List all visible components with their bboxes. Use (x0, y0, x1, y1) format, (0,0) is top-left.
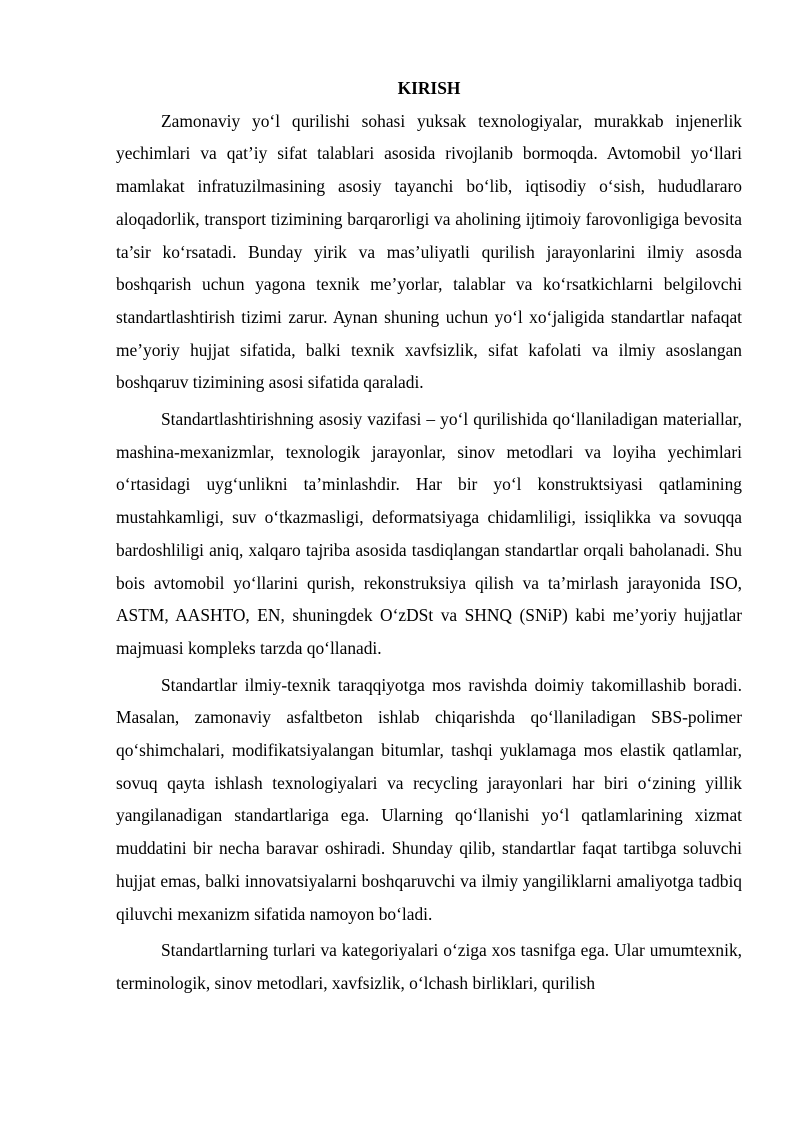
paragraph-1: Zamonaviy yo‘l qurilishi sohasi yuksak texnologiyalar, murakkab injenerlik yechimlari va qat’iy sifat talablari asosida rivojlanib bormoqda. Avtomobil yo‘llari mamlakat infratuzilmasining asosiy tayanchi bo‘lib, iqtisodiy o‘sish, hududlararo aloqadorlik, transport tizimining barqarorligi va aholining ijtimoiy farovonligiga bevosita ta’sir ko‘rsatadi. Bunday yirik va mas’uliyatli qurilish jarayonlarini ilmiy asosda boshqarish uchun yagona texnik me’yorlar, talablar va ko‘rsatkichlarni belgilovchi standartlashtirish tizimi zarur. Aynan shuning uchun yo‘l xo‘jaligida standartlar nafaqat me’yoriy hujjat sifatida, balki texnik xavfsizlik, sifat kafolati va ilmiy asoslangan boshqaruv tizimining asosi sifatida qaraladi. (116, 110, 742, 393)
paragraph-3: Standartlar ilmiy-texnik taraqqiyotga mos ravishda doimiy takomillashib boradi. Masalan, zamonaviy asfaltbeton ishlab chiqarishda qo‘llaniladigan SBS-polimer qo‘shimchalari, modifikatsiyalangan bitumlar, tashqi yuklamaga mos elastik qatlamlar, sovuq qayta ishlash texnologiyalari va recycling jarayonlari har biri o‘zining yillik yangilanadigan standartlariga ega. Ularning qo‘llanishi yo‘l qatlamlarining xizmat muddatini bir necha baravar oshiradi. Shunday qilib, standartlar faqat tartibga soluvchi hujjat emas, balki innovatsiyalarni boshqaruvchi va ilmiy yangiliklarni amaliyotga tadbiq qiluvchi mexanizm sifatida namoyon bo‘ladi. (116, 674, 742, 924)
paragraph-2: Standartlashtirishning asosiy vazifasi – yo‘l qurilishida qo‘llaniladigan materiallar, mashina-mexanizmlar, texnologik jarayonlar, sinov metodlari va loyiha yechimlari o‘rtasidagi uyg‘unlikni ta’minlashdir. Har bir yo‘l konstruktsiyasi qatlamining mustahkamligi, suv o‘tkazmasligi, deformatsiyaga chidamliligi, issiqlikka va sovuqqa bardoshliligi aniq, xalqaro tajriba asosida tasdiqlangan standartlar orqali baholanadi. Shu bois avtomobil yo‘llarini qurish, rekonstruksiya qilish va ta’mirlash jarayonida ISO, ASTM, AASHTO, EN, shuningdek O‘zDSt va SHNQ (SNiP) kabi me’yoriy hujjatlar majmuasi kompleks tarzda qo‘llanadi. (116, 409, 742, 658)
page-body (116, 72, 742, 1004)
paragraph-4: Standartlarning turlari va kategoriyalari o‘ziga xos tasnifga ega. Ular umumtexnik, terminologik, sinov metodlari, xavfsizlik, o‘lchash birliklari, qurilish (116, 940, 742, 993)
page-title: KIRISH (397, 78, 461, 98)
